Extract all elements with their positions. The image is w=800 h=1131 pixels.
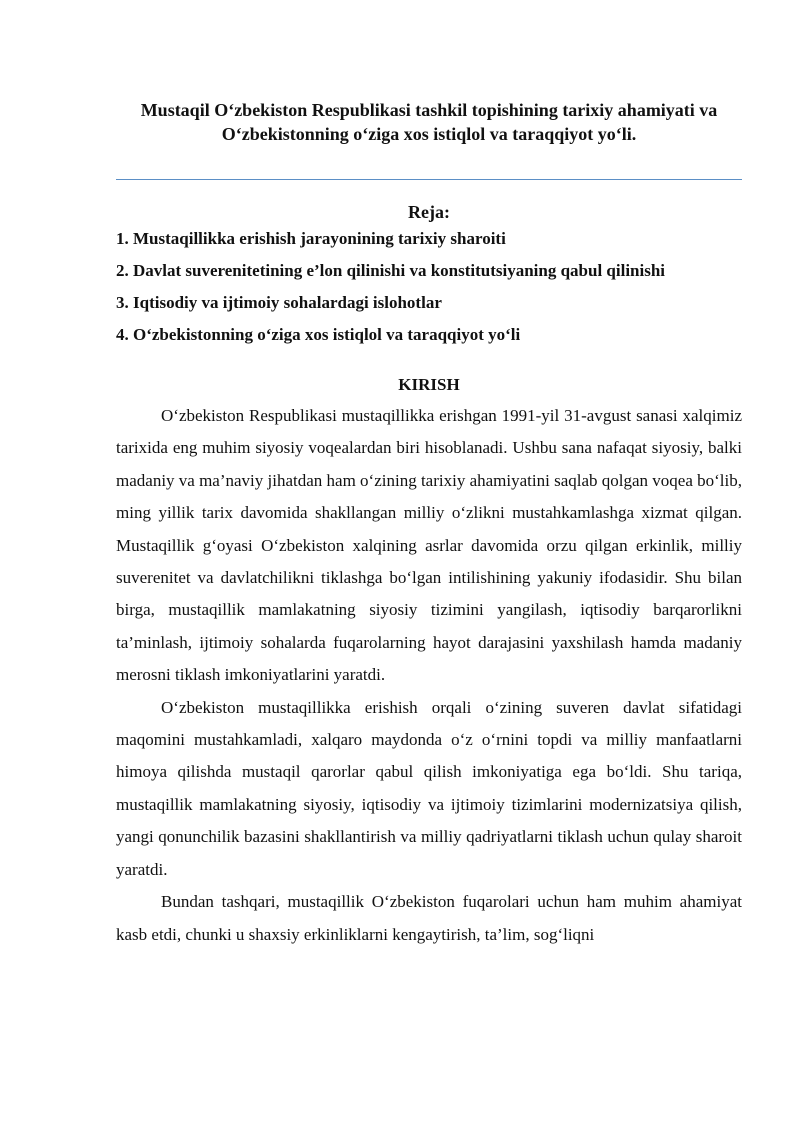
plan-item: 2. Davlat suverenitetining e’lon qilinishi va konstitutsiyaning qabul qilinishi — [116, 261, 666, 280]
plan-heading: Reja: — [408, 202, 450, 222]
body-paragraph: O‘zbekiston Respublikasi mustaqillikka erishgan 1991-yil 31-avgust sanasi xalqimiz tarixida eng muhim siyosiy voqealardan biri hisoblanadi. Ushbu sana nafaqat siyosiy, balki madaniy va ma’naviy jihatdan ham o‘zining tarixiy ahamiyatini saqlab qolgan voqea bo‘lib, ming yillik tarix davomida shakllangan milliy o‘zlikni mustahkamlashga xizmat qilgan. Mustaqillik g‘oyasi O‘zbekiston xalqining asrlar davomida orzu qilgan erkinlik, milliy suverenitet va davlatchilikni tiklashga bo‘lgan intilishining yakuniy ifodasidir. Shu bilan birga, mustaqillik mamlakatning siyosiy tizimini yangilash, iqtisodiy barqarorlikni ta’minlash, ijtimoiy sohalarda fuqarolarning hayot darajasini yaxshilash hamda madaniy merosni tiklash imkoniyatlarini yaratdi. — [116, 406, 742, 685]
plan-item: 3. Iqtisodiy va ijtimoiy sohalardagi islohotlar — [116, 293, 442, 312]
plan-item: 4. O‘zbekistonning o‘ziga xos istiqlol va taraqqiyot yo‘li — [116, 325, 521, 344]
title-divider — [116, 179, 742, 180]
body-paragraph: Bundan tashqari, mustaqillik O‘zbekiston fuqarolari uchun ham muhim ahamiyat kasb etdi, chunki u shaxsiy erkinliklarni kengaytirish, ta’lim, sog‘liqni — [116, 892, 742, 944]
body-paragraph: O‘zbekiston mustaqillikka erishish orqali o‘zining suveren davlat sifatidagi maqomini mustahkamladi, xalqaro maydonda o‘z o‘rnini topdi va milliy manfaatlarni himoya qilishda mustaqil qarorlar qabul qilish imkoniyatiga ega bo‘ldi. Shu tariqa, mustaqillik mamlakatning siyosiy, iqtisodiy va ijtimoiy tizimlarini modernizatsiya qilish, yangi qonunchilik bazasini shakllantirish va milliy qadriyatlarni tiklash uchun qulay sharoit yaratdi. — [116, 697, 742, 879]
section-heading: KIRISH — [398, 375, 460, 394]
document-title: Mustaqil O‘zbekiston Respublikasi tashkil topishining tarixiy ahamiyati va O‘zbekistonning o‘ziga xos istiqlol va taraqqiyot yo‘li. — [140, 100, 718, 144]
plan-item: 1. Mustaqillikka erishish jarayonining tarixiy sharoiti — [116, 229, 506, 248]
plan-list — [116, 228, 742, 346]
document-content — [116, 98, 742, 951]
